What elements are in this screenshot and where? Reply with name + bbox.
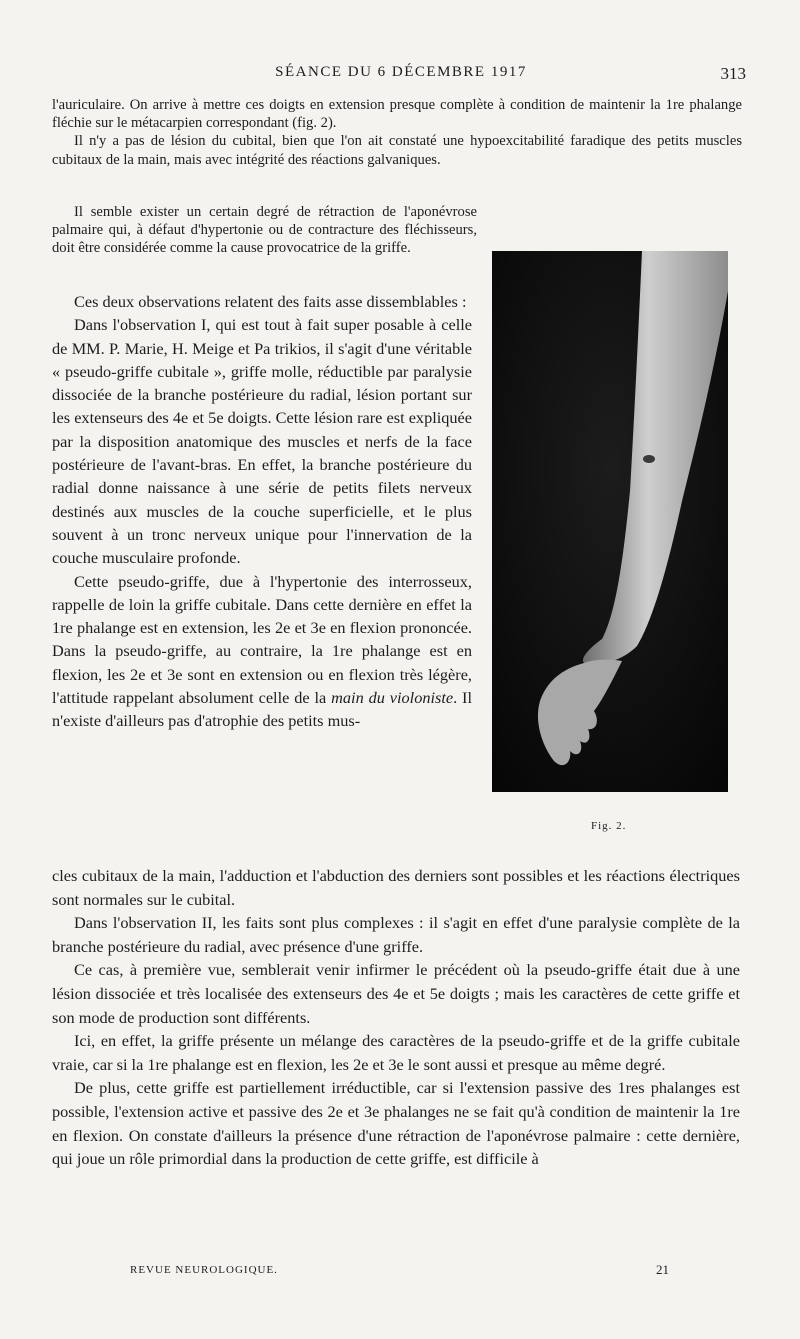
left-column bbox=[52, 290, 472, 733]
paragraph-observations: Ces deux observations relatent des faits asse dissemblables : bbox=[74, 292, 467, 311]
page-header bbox=[56, 64, 746, 86]
footer-signature: 21 bbox=[656, 1262, 669, 1277]
top-paragraphs bbox=[52, 96, 742, 169]
paragraph-pseudo-griffe bbox=[52, 570, 472, 733]
paragraph-premiere-vue: Ce cas, à première vue, semblerait venir infirmer le précédent où la pseudo-griffe était due à une lésion dissociée et très localisée des extenseurs des 4e et 5e doigts ; mais les caractères de cette griffe et son mode de production sont différents. bbox=[52, 960, 740, 1027]
footer-journal: REVUE NEUROLOGIQUE. bbox=[130, 1264, 278, 1276]
figure-arm-photograph bbox=[492, 251, 728, 792]
running-title: SÉANCE DU 6 DÉCEMBRE 1917 bbox=[275, 64, 527, 80]
paragraph-ici: Ici, en effet, la griffe présente un mélange des caractères de la pseudo-griffe et de la griffe cubitale vraie, car si la 1re phalange est en flexion, les 2e et 3e le sont aussi et presque au même degré. bbox=[52, 1031, 740, 1074]
text-run: . Il n'existe d'ailleurs pas d'atrophie des petits mus- bbox=[52, 688, 473, 731]
paragraph-retraction: Il semble exister un certain degré de rétraction de l'aponévrose palmaire qui, à défaut d'hypertonie ou de contracture des fléchisseurs, doit être considérée comme la cause provocatrice de la griffe. bbox=[52, 204, 477, 257]
full-width-text bbox=[52, 864, 740, 1171]
italic-term: main du violoniste bbox=[331, 688, 454, 708]
paragraph-continuation: cles cubitaux de la main, l'adduction et l'abduction des derniers sont possibles et les réactions électriques sont normales sur le cubital. bbox=[52, 866, 740, 909]
text-run: Cette pseudo-griffe, due à l'hypertonie des interrosseux, rappelle de loin la griffe cubitale. Dans cette dernière en effet la 1re phalange est en extension, les 2e et 3e en flexion prononcée. Dans la pseudo-griffe, au contraire, la 1re phalange est en flexion, les 2e et 3e sont en extension ou en flexion très légère, l'attitude rappelant absolument celle de la bbox=[52, 571, 472, 708]
narrow-paragraph-block bbox=[52, 203, 477, 258]
paragraph-cubital: Il n'y a pas de lésion du cubital, bien que l'on ait constaté une hypoexcitabilité faradique des petits muscles cubitaux de la main, mais avec intégrité des réactions galvaniques. bbox=[52, 133, 742, 168]
paragraph-auriculaire: l'auriculaire. On arrive à mettre ces doigts en extension presque complète à condition de maintenir la 1re phalange fléchie sur le métacarpien correspondant (fig. 2). bbox=[52, 97, 742, 132]
paragraph-observation-one: Dans l'observation I, qui est tout à fait super posable à celle de MM. P. Marie, H. Meige et Pa trikios, il s'agit d'une véritable « pseudo-griffe cubitale », griffe molle, réductible par paralysie dissociée de la branche postérieure du radial, lésion portant sur les extenseurs des 4e et 5e doigts. Cette lésion rare est expliquée par la disposition anatomique des muscles et nerfs de la face postérieure de l'avant-bras. En effet, la branche postérieure du radial donne naissance à une série de petits filets nerveux destinés aux muscles de la couche superficielle, et le plus souvent à un tronc nerveux unique pour l'innervation de la couche musculaire profonde. bbox=[52, 315, 472, 568]
paragraph-de-plus: De plus, cette griffe est partiellement irréductible, car si l'extension passive des 1res phalanges est possible, l'extension active et passive des 2e et 3e phalanges ne se fait qu'à condition de maintenir la 1re en flexion. On constate d'ailleurs la présence d'une rétraction de l'aponévrose palmaire : cette dernière, qui joue un rôle primordial dans la production de cette griffe, est difficile à bbox=[52, 1078, 740, 1169]
paragraph-observation-two: Dans l'observation II, les faits sont plus complexes : il s'agit en effet d'une paralysie complète de la branche postérieure du radial, avec présence d'une griffe. bbox=[52, 913, 740, 956]
figure-caption: Fig. 2. bbox=[591, 820, 627, 832]
page-number: 313 bbox=[720, 64, 746, 83]
arm-photo-image bbox=[492, 251, 728, 792]
